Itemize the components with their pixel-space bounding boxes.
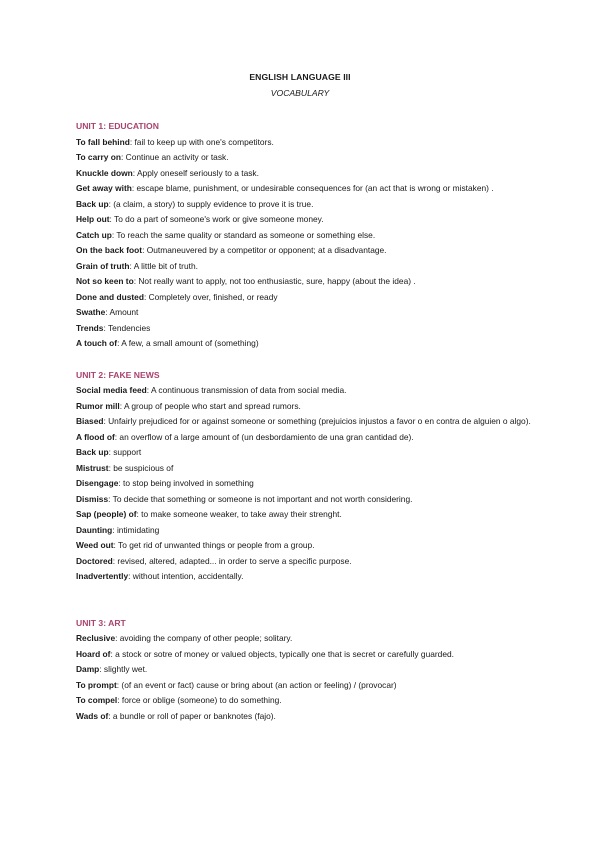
vocab-entry [76,336,536,352]
vocab-definition: : slightly wet. [99,664,148,674]
vocab-definition: : Not really want to apply, not too enthusiastic, sure, happy (about the idea) . [133,276,416,286]
vocab-definition: : support [108,447,142,457]
vocab-entry [76,259,536,275]
vocab-definition: : Tendencies [103,322,151,333]
vocab-term: Doctored [76,555,113,566]
vocab-definition: : To get rid of unwanted things or people from a group. [113,540,315,550]
vocab-term: Daunting [76,524,113,535]
vocab-entry [76,492,536,508]
vocab-definition: : avoiding the company of other people; solitary. [115,633,293,643]
vocab-definition: : A group of people who start and spread rumors. [119,400,301,411]
vocab-entry [76,383,536,399]
vocab-entry [76,538,536,554]
vocab-definition: : to make someone weaker, to take away their strenght. [136,509,342,519]
vocab-definition: : be suspicious of [108,462,174,473]
vocab-term: Hoard of [76,648,111,659]
vocab-term: Help out [76,214,110,224]
vocab-definition: : fail to keep up with one's competitors. [129,136,274,147]
vocab-term: A flood of [76,431,115,442]
vocab-entry [76,414,536,430]
vocab-entry [76,228,536,244]
vocab-entry [76,647,536,663]
vocab-term: Rumor mill [76,400,120,411]
unit-2-section [76,368,536,585]
vocab-term: Sap (people) of [76,509,137,519]
vocab-entry [76,243,536,259]
vocab-term: Disengage [76,478,119,488]
vocab-entry [76,274,536,290]
vocab-definition: : To do a part of someone's work or give someone money. [109,214,324,224]
vocab-entry [76,399,536,415]
unit-3-section [76,616,536,725]
vocab-term: Damp [76,664,100,674]
vocab-term: Back up [76,447,109,457]
vocab-definition: : To reach the same quality or standard as someone or something else. [111,229,376,240]
vocab-term: Grain of truth [76,260,130,271]
vocab-definition: : a stock or sotre of money or valued objects, typically one that is secret or carefully guarded. [110,648,454,659]
vocab-entry [76,693,536,709]
unit-1-section [76,119,536,352]
vocab-entry [76,321,536,337]
vocab-definition: : A continuous transmission of data from social media. [146,385,347,395]
vocab-term: To prompt [76,679,117,690]
vocab-definition: : intimidating [112,524,160,535]
vocab-term: Swathe [76,307,106,317]
vocab-term: To carry on [76,152,121,162]
section-spacer [76,352,536,368]
vocab-definition: : A little bit of truth. [129,260,198,271]
vocab-definition: : escape blame, punishment, or undesirable consequences for (an act that is wrong or mistaken) . [131,183,494,193]
vocab-definition: : an overflow of a large amount of (un desbordamiento de una gran cantidad de). [114,431,414,442]
vocab-entry [76,166,536,182]
vocab-definition: : Amount [105,307,139,317]
vocab-definition: : To decide that something or someone is not important and not worth considering. [108,493,413,504]
vocab-definition: : a bundle or roll of paper or banknotes (fajo). [108,710,276,721]
vocab-entry [76,135,536,151]
vocab-term: Social media feed [76,385,147,395]
vocab-term: Biased [76,416,104,426]
vocab-definition: : (of an event or fact) cause or bring about (an action or feeling) / (provocar) [116,679,397,690]
vocab-entry [76,290,536,306]
vocab-definition: : A few, a small amount of (something) [117,338,259,348]
vocab-term: Weed out [76,540,114,550]
vocab-term: To fall behind [76,136,130,147]
vocab-entry [76,212,536,228]
vocab-entry [76,430,536,446]
vocab-term: Not so keen to [76,276,134,286]
vocab-entry [76,662,536,678]
vocab-term: Wads of [76,710,109,721]
vocab-term: Get away with [76,183,132,193]
vocab-term: Mistrust [76,462,109,473]
vocab-entry [76,569,536,585]
vocab-definition: : Continue an activity or task. [121,152,229,162]
vocab-definition: : Outmaneuvered by a competitor or opponent; at a disadvantage. [142,245,387,255]
vocab-definition: : Apply oneself seriously to a task. [132,167,259,178]
document-title: ENGLISH LANGUAGE III [249,72,351,82]
vocab-term: Catch up [76,229,112,240]
vocab-term: To compel [76,695,118,705]
vocab-entry [76,461,536,477]
vocab-term: Done and dusted [76,291,144,302]
vocab-entry [76,305,536,321]
vocab-term: A touch of [76,338,118,348]
vocab-entry [76,631,536,647]
vocab-term: Back up [76,198,109,209]
vocab-entry [76,523,536,539]
vocab-definition: : without intention, accidentally. [128,571,244,581]
vocab-definition: : Unfairly prejudiced for or against someone or something (prejuicios injustos a favor o en contra de alguien o algo). [103,416,531,426]
vocab-entry [76,197,536,213]
unit-heading: UNIT 2: FAKE NEWS [76,369,160,380]
vocab-definition: : to stop being involved in something [118,478,254,488]
vocab-definition: : (a claim, a story) to supply evidence to prove it is true. [108,198,314,209]
vocab-entry [76,678,536,694]
vocab-entry [76,476,536,492]
vocab-term: Trends [76,322,104,333]
vocab-entry [76,709,536,725]
vocab-term: Dismiss [76,493,109,504]
document-body [76,119,536,724]
vocab-term: On the back foot [76,245,143,255]
vocab-entry [76,445,536,461]
vocab-term: Reclusive [76,633,116,643]
document-subtitle: VOCABULARY [270,88,330,98]
vocab-definition: : Completely over, finished, or ready [143,291,278,302]
unit-heading: UNIT 3: ART [76,617,126,628]
vocab-entry [76,507,536,523]
vocab-definition: : force or oblige (someone) to do something. [117,695,282,705]
vocab-term: Inadvertently [76,571,129,581]
vocab-entry [76,554,536,570]
unit-heading: UNIT 1: EDUCATION [76,121,159,131]
vocab-term: Knuckle down [76,167,133,178]
vocab-entry [76,181,536,197]
vocab-definition: : revised, altered, adapted... in order to serve a specific purpose. [112,555,352,566]
section-spacer [76,585,536,616]
vocab-entry [76,150,536,166]
